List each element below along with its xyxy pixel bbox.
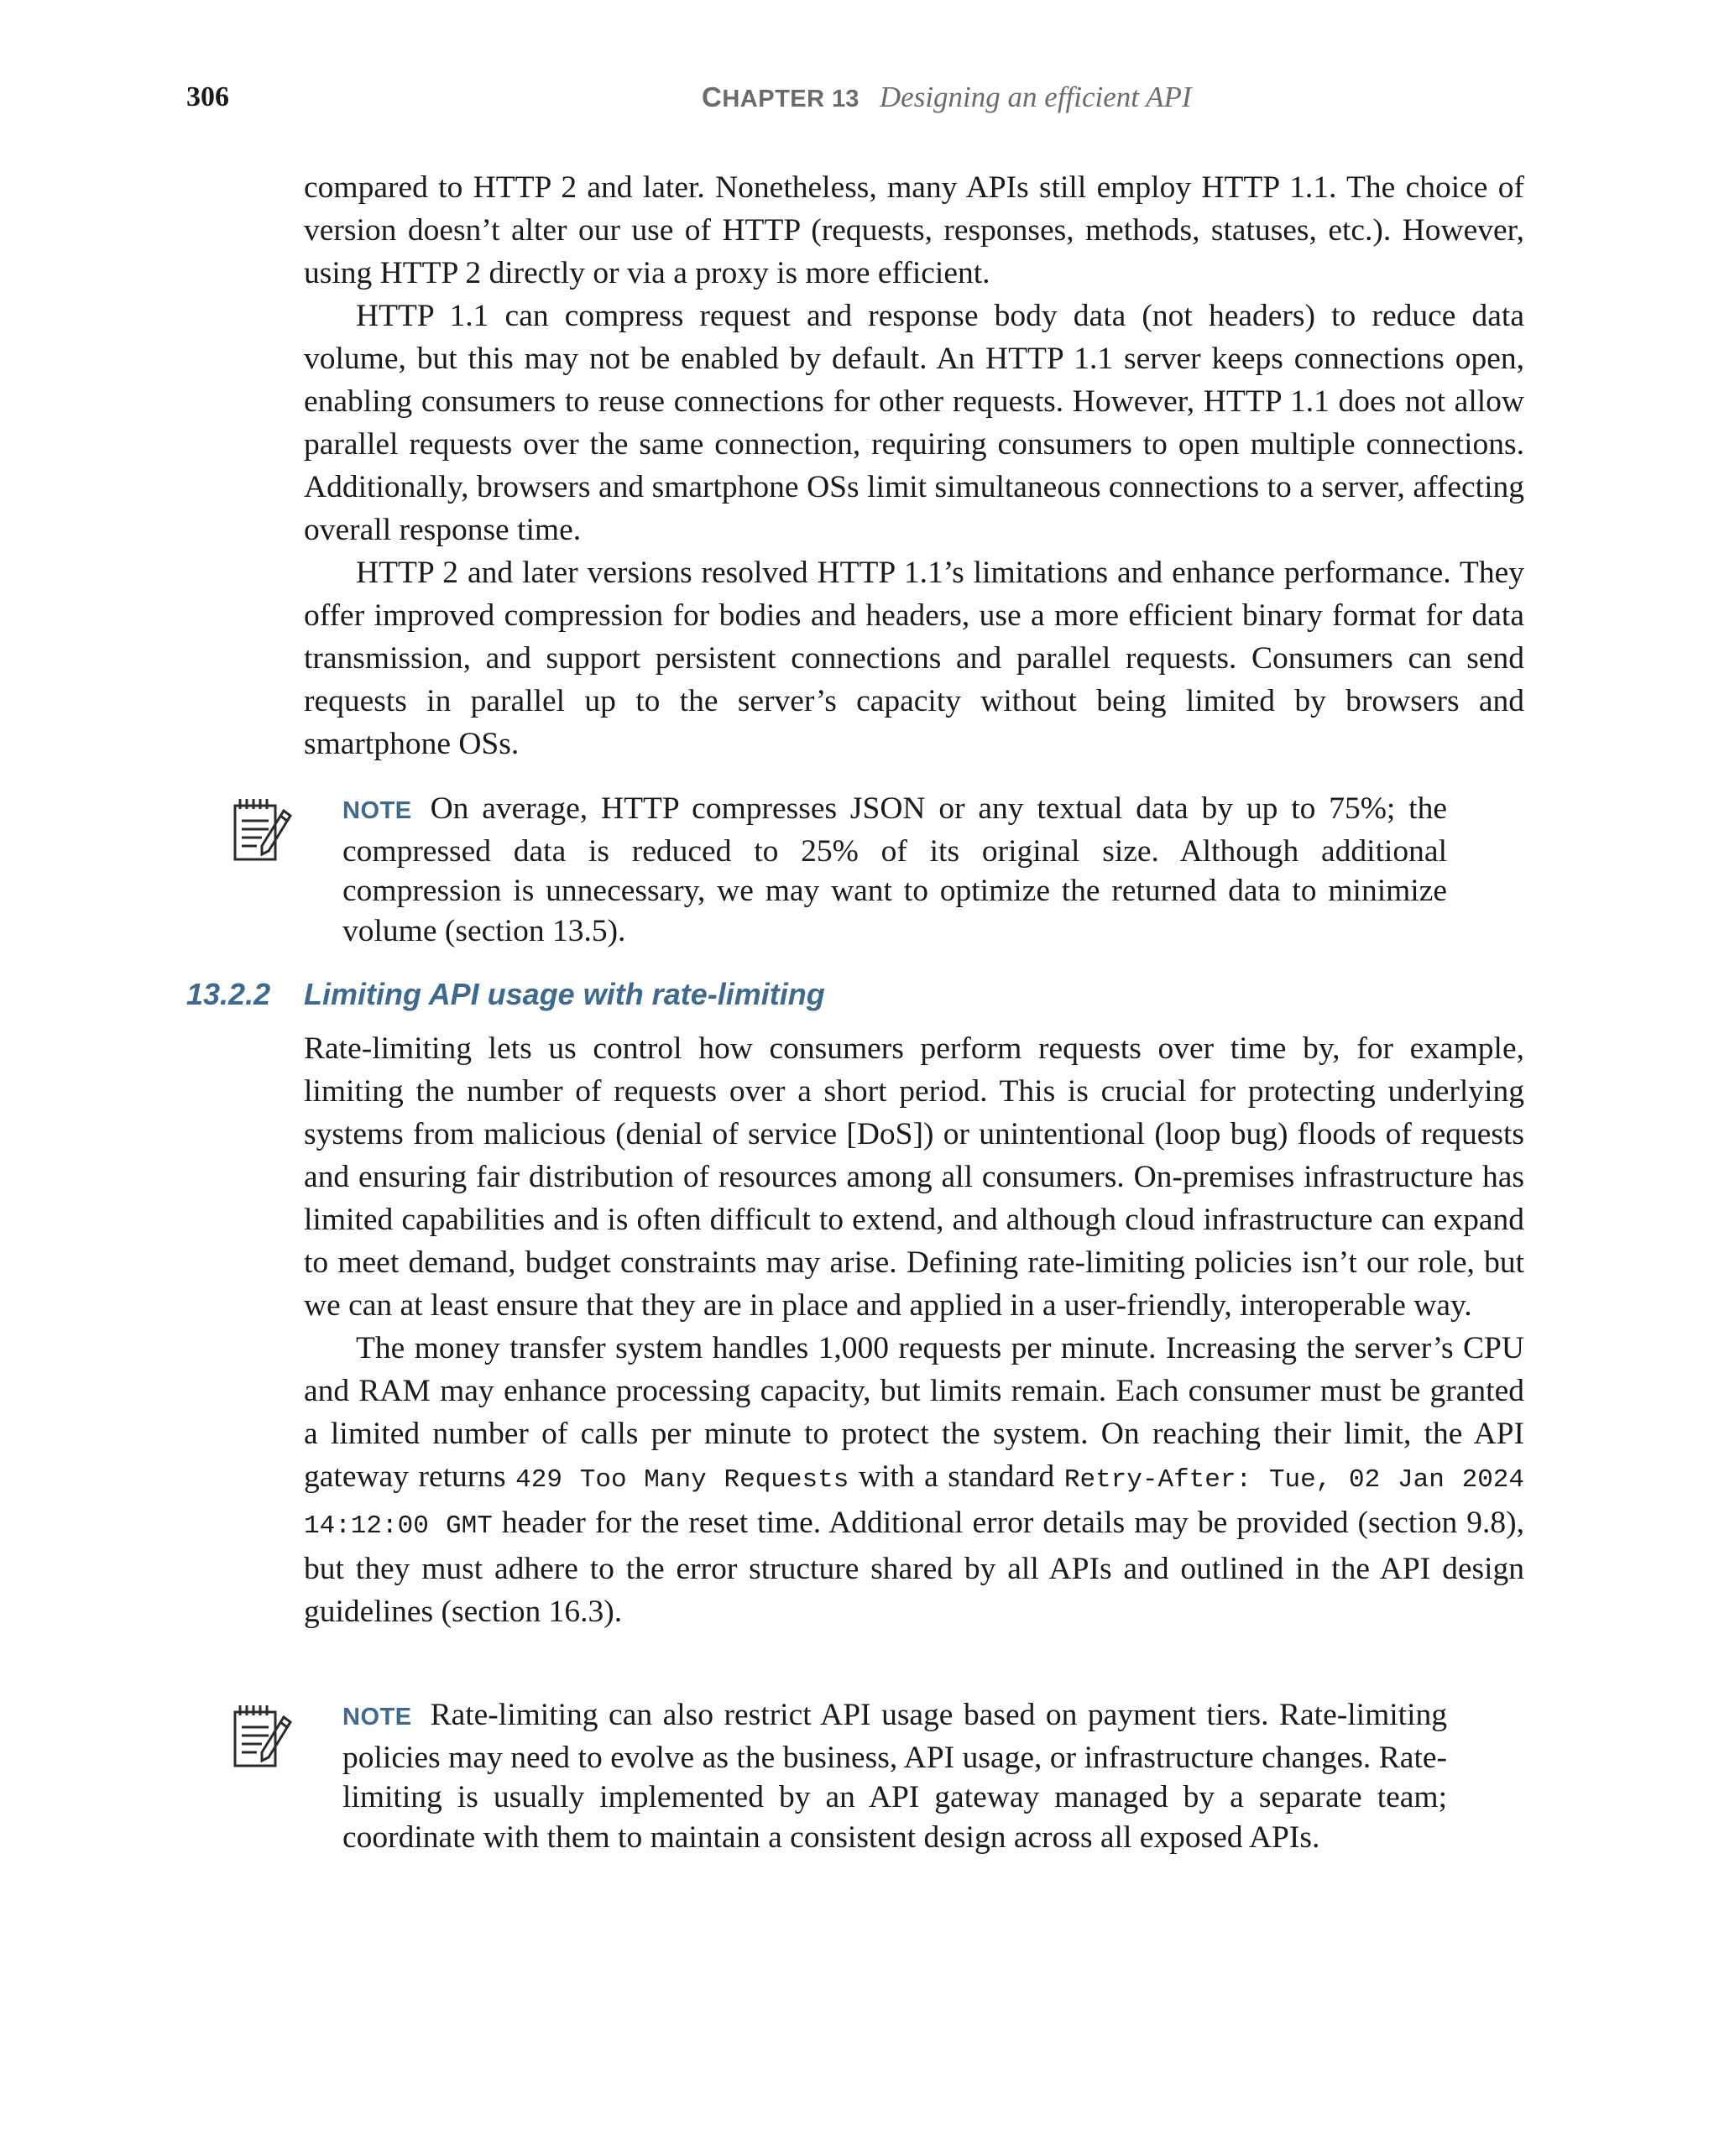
paragraph-text: header for the reset time. Additional error details may be provided (section 9.8), but they must adhere to the error structure shared by all APIs and outlined in the API design guidelines (section 16.3). (304, 1506, 1524, 1629)
note-text: Rate-limiting can also restrict API usage based on payment tiers. Rate-limiting policies may need to evolve as the business, API usage, or infrastructure changes. Rate-limiting is usually implemented by an API gateway managed by a separate team; coordinate with them to maintain a consistent design across all exposed APIs. (342, 1698, 1447, 1855)
note-text: On average, HTTP compresses JSON or any textual data by up to 75%; the compressed data is reduced to 25% of its original size. Although additional compression is unnecessary, we may want to optimize the returned data to minimize volume (section 13.5). (342, 791, 1447, 948)
chapter-number: 13 (832, 86, 860, 112)
page-number: 306 (186, 81, 229, 112)
body-block-2 (304, 1027, 1524, 1633)
note-label: NOTE (342, 797, 412, 824)
chapter-title: Designing an efficient API (879, 81, 1192, 113)
note-pad-pencil-icon (228, 1700, 295, 1772)
paragraph-text: The money transfer system handles 1,000 requests per minute. Increasing the server’s CPU and RAM may enhance processing capacity, but limits remain. Each consumer must be granted a limited number of calls per minute to protect the system. On reaching their limit, the API gateway returns (304, 1331, 1524, 1494)
note-label: NOTE (342, 1704, 412, 1731)
section-heading (186, 976, 825, 1013)
note-2 (342, 1695, 1447, 1857)
section-title: Limiting API usage with rate-limiting (304, 977, 825, 1011)
section-number: 13.2.2 (186, 977, 271, 1011)
paragraph: Rate-limiting lets us control how consumers perform requests over time by, for example, limiting the number of requests over a short period. This is crucial for protecting underlying systems from malicious (denial of service [DoS]) or unintentional (loop bug) floods of requests and ensuring fair distribution of resources among all consumers. On-premises infrastructure has limited capabilities and is often difficult to extend, and although cloud infrastructure can expand to meet demand, budget constraints may arise. Defining rate-limiting policies isn’t our role, but we can at least ensure that they are in place and applied in a user-friendly, interoperable way. (304, 1031, 1524, 1323)
paragraph: HTTP 2 and later versions resolved HTTP 1.1’s limitations and enhance performance. They offer improved compression for bodies and headers, use a more efficient binary format for data transmission, and support persistent connections and parallel requests. Consumers can send requests in parallel up to the server’s capacity without being limited by browsers and smartphone OSs. (304, 556, 1524, 761)
note-1 (342, 789, 1447, 951)
body-block-1 (304, 166, 1524, 765)
running-head (702, 81, 1192, 116)
paragraph (304, 1327, 1524, 1633)
inline-code: 429 Too Many Requests (515, 1465, 849, 1495)
chapter-label: CHAPTER (702, 81, 825, 112)
inline-code: Retry-After: Tue, 02 Jan 2024 14:12:00 GMT (304, 1465, 1525, 1541)
paragraph: HTTP 1.1 can compress request and response body data (not headers) to reduce data volume, but this may not be enabled by default. An HTTP 1.1 server keeps connections open, enabling consumers to reuse connections for other requests. However, HTTP 1.1 does not allow parallel requests over the same connection, requiring consumers to open multiple connections. Additionally, browsers and smartphone OSs limit simultaneous connections to a server, affecting overall response time. (304, 299, 1524, 547)
note-pad-pencil-icon (228, 794, 295, 866)
paragraph: compared to HTTP 2 and later. Nonetheless, many APIs still employ HTTP 1.1. The choice of version doesn’t alter our use of HTTP (requests, responses, methods, statuses, etc.). However, using HTTP 2 directly or via a proxy is more efficient. (304, 170, 1524, 290)
paragraph-text: with a standard (858, 1459, 1055, 1494)
